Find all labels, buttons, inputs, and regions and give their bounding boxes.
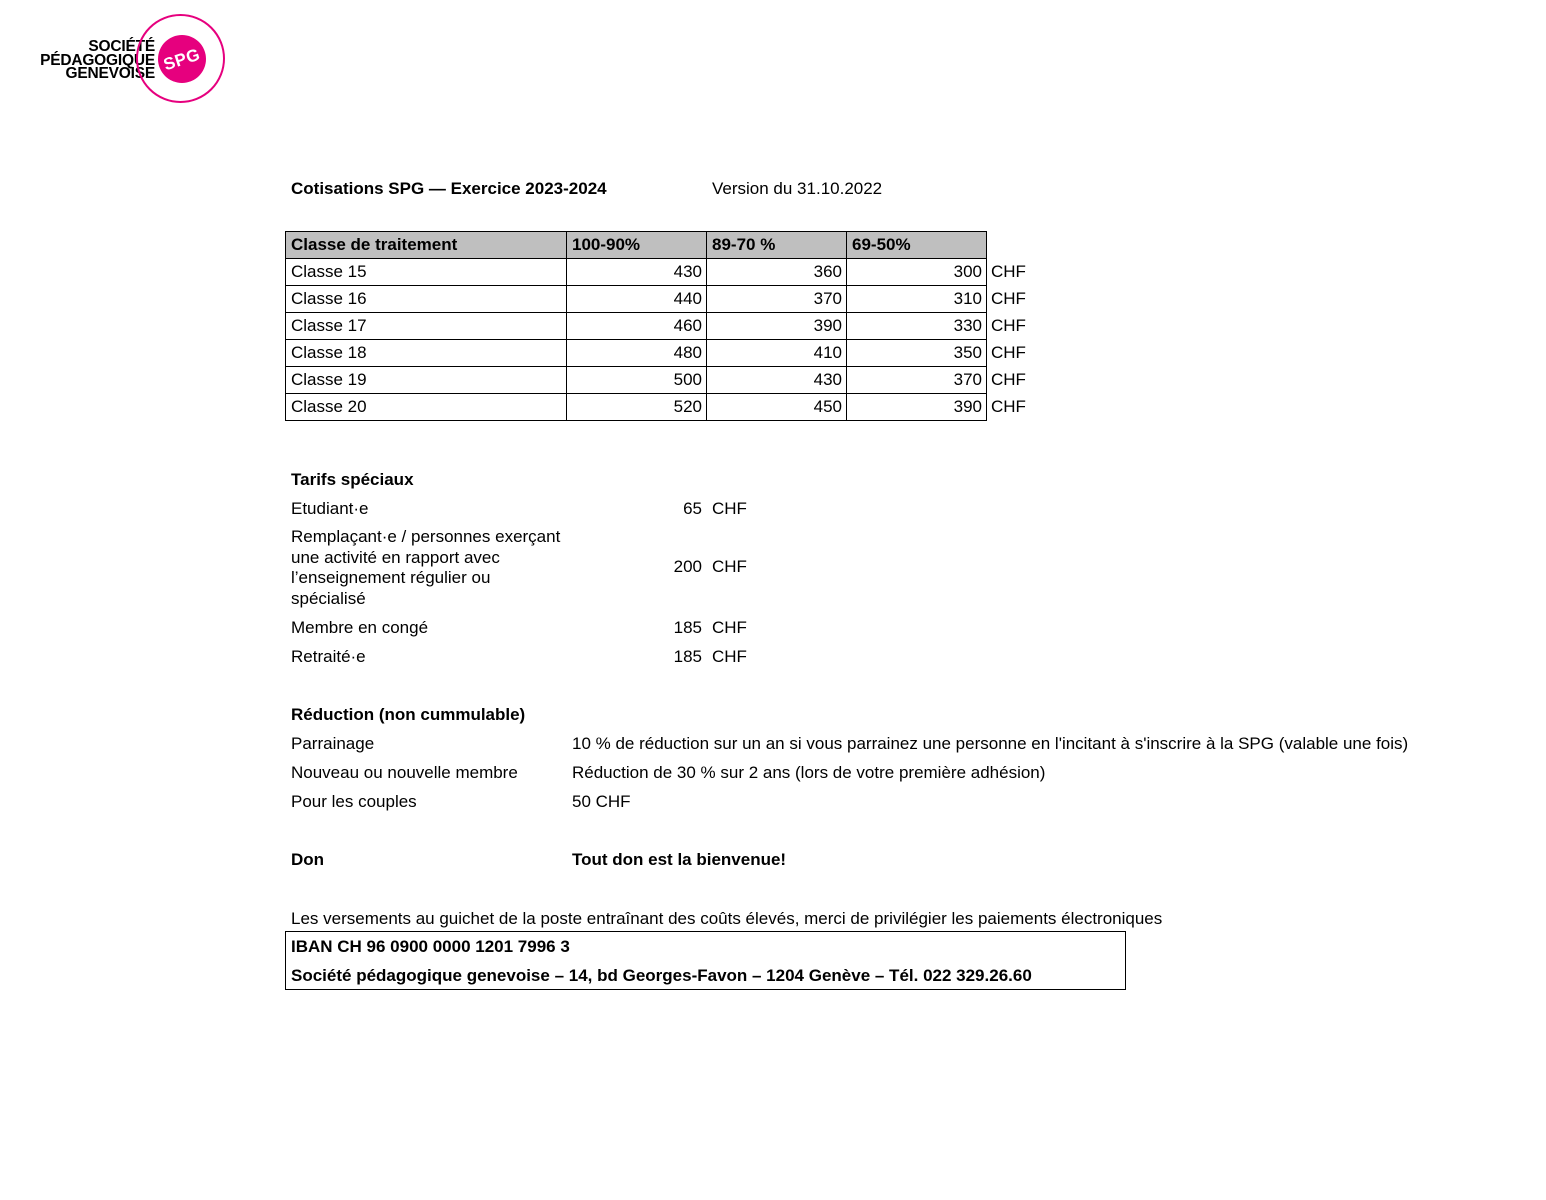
table-row [286, 367, 1031, 394]
logo-badge [158, 35, 206, 83]
special-rate-unit: CHF [712, 618, 747, 637]
value-89-70: 410 [707, 340, 847, 367]
version-date: Version du 31.10.2022 [712, 179, 883, 198]
column-header-69-50: 69-50% [847, 232, 987, 259]
value-100-90: 460 [567, 313, 707, 340]
logo-wordmark [20, 40, 155, 81]
special-rate-value: 185 [673, 647, 702, 666]
value-89-70: 450 [707, 394, 847, 421]
donation-label: Don [291, 850, 325, 869]
currency-unit: CHF [991, 370, 1026, 389]
value-89-70: 390 [707, 313, 847, 340]
special-rate-row [291, 618, 761, 638]
reduction-text: 50 CHF [572, 792, 631, 811]
value-69-50: 300 [847, 259, 987, 286]
reduction-label: Parrainage [291, 734, 375, 753]
special-rate-unit: CHF [712, 499, 747, 518]
table-row [286, 394, 1031, 421]
value-69-50: 350 [847, 340, 987, 367]
reduction-label: Pour les couples [291, 792, 417, 811]
value-69-50: 370 [847, 367, 987, 394]
page-title: Cotisations SPG — Exercice 2023-2024 [291, 179, 607, 198]
value-100-90: 430 [567, 259, 707, 286]
value-100-90: 480 [567, 340, 707, 367]
column-header-class: Classe de traitement [286, 232, 567, 259]
column-header-unit [987, 232, 1031, 259]
value-69-50: 390 [847, 394, 987, 421]
value-100-90: 520 [567, 394, 707, 421]
table-row [286, 286, 1031, 313]
reduction-text: 10 % de réduction sur un an si vous parrainez une personne en l'incitant à s'inscrire à la SPG (valable une fois) [572, 734, 1409, 753]
payment-note: Les versements au guichet de la poste entraînant des coûts élevés, merci de privilégier les paiements électroniques [291, 909, 1163, 928]
special-rate-unit: CHF [712, 647, 747, 666]
table-row [286, 259, 1031, 286]
special-rate-unit: CHF [712, 557, 747, 576]
value-69-50: 310 [847, 286, 987, 313]
fees-table-header [286, 232, 1031, 259]
currency-unit: CHF [991, 343, 1026, 362]
special-rate-value: 185 [673, 618, 702, 637]
special-rate-value: 200 [673, 557, 702, 576]
currency-unit: CHF [991, 397, 1026, 416]
table-row [286, 313, 1031, 340]
logo-line-3: GENEVOISE [65, 65, 155, 82]
value-89-70: 370 [707, 286, 847, 313]
value-100-90: 500 [567, 367, 707, 394]
special-rate-row [291, 647, 761, 667]
row-label: Classe 20 [286, 394, 567, 421]
column-header-100-90: 100-90% [567, 232, 707, 259]
postal-address: Société pédagogique genevoise – 14, bd Georges-Favon – 1204 Genève – Tél. 022 329.26.60 [291, 966, 1032, 985]
reductions-title: Réduction (non cummulable) [291, 705, 526, 724]
special-rate-label: Retraité·e [291, 647, 366, 666]
special-rate-row [291, 527, 761, 609]
spg-logo [20, 12, 232, 112]
value-89-70: 360 [707, 259, 847, 286]
logo-badge-text: SPG [161, 44, 203, 75]
value-100-90: 440 [567, 286, 707, 313]
reduction-label: Nouveau ou nouvelle membre [291, 763, 518, 782]
currency-unit: CHF [991, 262, 1026, 281]
row-label: Classe 17 [286, 313, 567, 340]
table-row [286, 340, 1031, 367]
fees-table [285, 231, 1031, 421]
iban-number: IBAN CH 96 0900 0000 1201 7996 3 [291, 937, 570, 956]
row-label: Classe 19 [286, 367, 567, 394]
row-label: Classe 15 [286, 259, 567, 286]
value-89-70: 430 [707, 367, 847, 394]
special-rate-value: 65 [683, 499, 702, 518]
special-rate-row [291, 499, 761, 519]
logo-line-1: SOCIÉTÉ [88, 38, 155, 55]
row-label: Classe 18 [286, 340, 567, 367]
special-rate-label: Membre en congé [291, 618, 429, 637]
donation-text: Tout don est la bienvenue! [572, 850, 787, 869]
payment-details-box [285, 931, 1126, 990]
value-69-50: 330 [847, 313, 987, 340]
currency-unit: CHF [991, 289, 1026, 308]
special-rate-label: Etudiant·e [291, 499, 369, 518]
column-header-89-70: 89-70 % [707, 232, 847, 259]
currency-unit: CHF [991, 316, 1026, 335]
row-label: Classe 16 [286, 286, 567, 313]
special-rate-label: Remplaçant·e / personnes exerçant une activité en rapport avec l’enseignement régulier ou spécialisé [291, 527, 561, 608]
reduction-text: Réduction de 30 % sur 2 ans (lors de votre première adhésion) [572, 763, 1046, 782]
logo-line-2: PÉDAGOGIQUE [40, 51, 155, 69]
special-rates-title: Tarifs spéciaux [291, 470, 414, 489]
